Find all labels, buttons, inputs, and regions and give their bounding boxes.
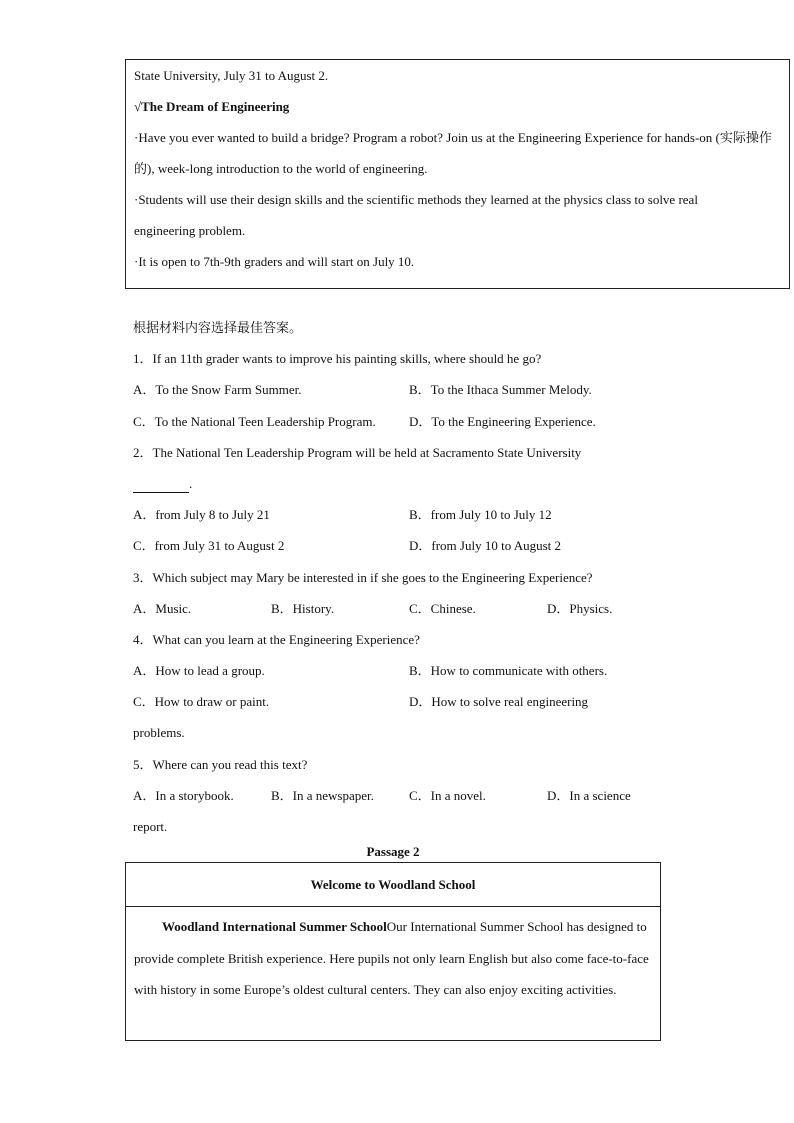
box-title: Welcome to Woodland School xyxy=(126,863,660,907)
option-d: D．In a science xyxy=(547,787,631,803)
option-row xyxy=(133,655,673,686)
blank-tail: . xyxy=(189,475,193,491)
option-row xyxy=(133,530,673,561)
bullet-text: ·Students will use their design skills and the scientific methods they learned at the physics class to solve real xyxy=(134,192,698,207)
body-text: Our International Summer School has designed to provide complete British experience. Here pupils not only learn English but also come face-to-face with history in some Europe’s oldest cultural centers. They can also enjoy exciting activities. xyxy=(134,919,649,997)
option-d: D．How to solve real engineering xyxy=(409,694,589,710)
option-a: A．To the Snow Farm Summer. xyxy=(133,382,302,398)
option-b: B．How to communicate with others. xyxy=(409,663,608,679)
box-body xyxy=(126,907,660,1006)
question-stem: 1．If an 11th grader wants to improve his painting skills, where should he go? xyxy=(133,351,542,367)
option-row xyxy=(133,780,673,811)
section-title: √The Dream of Engineering xyxy=(134,99,290,114)
question-section xyxy=(133,312,673,842)
answer-blank xyxy=(133,476,189,493)
option-c: C．In a novel. xyxy=(409,787,486,803)
option-row xyxy=(133,686,673,717)
option-d: D．To the Engineering Experience. xyxy=(409,413,596,429)
option-row xyxy=(133,406,673,437)
option-a: A．from July 8 to July 21 xyxy=(133,507,270,523)
passage-box-engineering xyxy=(125,59,790,289)
passage-box-woodland xyxy=(125,862,661,1041)
option-c: C．To the National Teen Leadership Program. xyxy=(133,413,376,429)
question-stem: 2．The National Ten Leadership Program will be held at Sacramento State University xyxy=(133,444,582,460)
question-stem: 3．Which subject may Mary be interested in if she goes to the Engineering Experience? xyxy=(133,569,593,585)
option-c: C．How to draw or paint. xyxy=(133,694,270,710)
option-continuation: report. xyxy=(133,819,168,834)
option-a: A．Music. xyxy=(133,600,192,616)
option-d: D．Physics. xyxy=(547,600,613,616)
answer-blank-row xyxy=(133,468,673,499)
bullet-text: ·It is open to 7th-9th graders and will start on July 10. xyxy=(134,254,415,269)
lead-text: Woodland International Summer School xyxy=(162,919,387,934)
instruction: 根据材料内容选择最佳答案。 xyxy=(133,320,303,335)
text-line: State University, July 31 to August 2. xyxy=(134,68,329,83)
option-b: B．History. xyxy=(271,600,335,616)
option-row xyxy=(133,374,673,405)
question-stem: 4．What can you learn at the Engineering Experience? xyxy=(133,631,420,647)
option-continuation: problems. xyxy=(133,725,185,741)
option-a: A．How to lead a group. xyxy=(133,663,265,679)
option-c: C．Chinese. xyxy=(409,600,476,616)
passage-heading: Passage 2 xyxy=(366,844,420,859)
bullet-text: ·Have you ever wanted to build a bridge? Program a robot? Join us at the Engineering Experience for hands-on (实际操作的), week-long introduction to the world of engineering. xyxy=(134,130,772,176)
option-c: C．from July 31 to August 2 xyxy=(133,538,285,554)
option-row xyxy=(133,499,673,530)
bullet-text-cont: engineering problem. xyxy=(134,223,246,238)
option-b: B．from July 10 to July 12 xyxy=(409,507,552,523)
option-a: A．In a storybook. xyxy=(133,787,234,803)
option-d: D．from July 10 to August 2 xyxy=(409,538,562,554)
option-b: B．In a newspaper. xyxy=(271,787,374,803)
option-row xyxy=(133,593,673,624)
option-b: B．To the Ithaca Summer Melody. xyxy=(409,382,592,398)
question-stem: 5．Where can you read this text? xyxy=(133,756,308,772)
